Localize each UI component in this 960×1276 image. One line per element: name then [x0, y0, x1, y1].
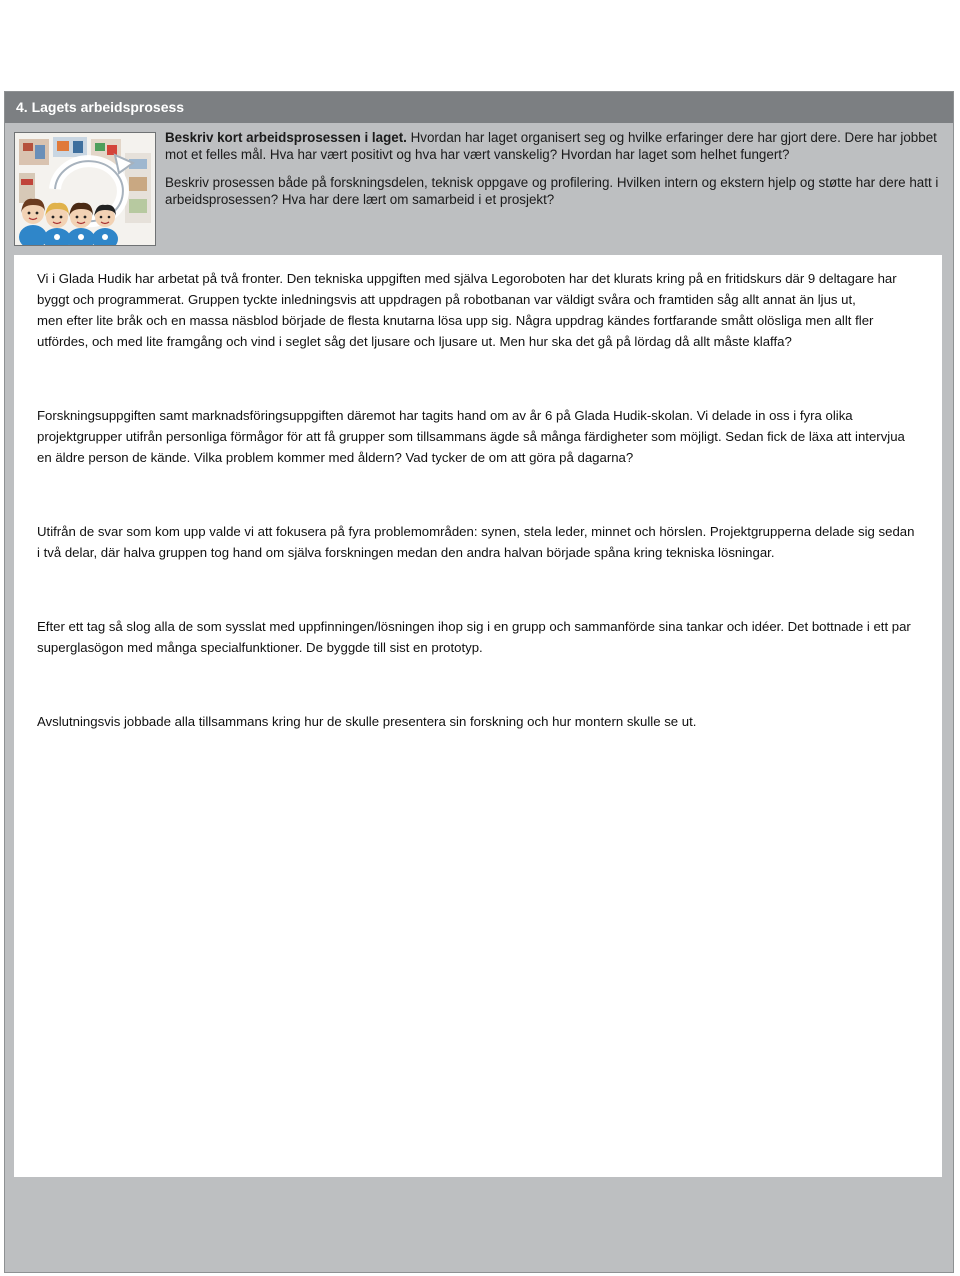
section-panel [4, 91, 954, 1273]
empty-footer-area [14, 1184, 942, 1264]
instructions-text: Hvordan har laget organisert seg og hvilke erfaringer dere har gjort dere. Dere har jobbet mot et felles mål. Hva har vært positivt og hva har vært vanskelig? Hvordan har laget som helhet fungert? [165, 130, 937, 162]
answer-paragraph: Vi i Glada Hudik har arbetat på två fronter. Den tekniska uppgiften med själva Legoroboten har det klurats kring på en fritidskurs där 9 deltagare har byggt och programmerat. Gruppen tyckte inledningsvis att uppdragen på robotbanan var väldigt svåra och framtiden såg allt annat än ljus ut, men efter lite bråk och en massa näsblod började de flesta knutarna lösa upp sig. Några uppdrag kändes fortfarande smått olösliga men allt fler utfördes, och med lite framgång och vind i seglet såg det ljusare och ljusare ut. Men hur ska det gå på lördag då allt måste klaffa? [37, 271, 897, 349]
answer-paragraph: Utifrån de svar som kom upp valde vi att fokusera på fyra problemområden: synen, stela leder, minnet och hörslen. Projektgrupperna delade sig sedan i två delar, där halva gruppen tog hand om själva forskningen medan den andra halvan började spåna kring tekniska lösningar. [37, 524, 915, 560]
answer-paragraph: Forskningsuppgiften samt marknadsföringsuppgiften däremot har tagits hand om av år 6 på Glada Hudik-skolan. Vi delade in oss i fyra olika projektgrupper utifrån personliga förmågor för att få grupper som tillsammans ägde så många färdigheter som möjligt. Sedan fick de läxa att intervjua en äldre person de kände. Vilka problem kommer med åldern? Vad tycker de om att göra på dagarna? [37, 408, 905, 465]
answer-paragraph: Efter ett tag så slog alla de som sysslat med uppfinningen/lösningen ihop sig i en grupp och sammanförde sina tankar och idéer. Det bottnade i ett par superglasögon med många specialfunktioner. De byggde till sist en prototyp. [37, 619, 911, 655]
instructions [165, 130, 945, 220]
instructions-lead: Beskriv kort arbeidsprosessen i laget. [165, 130, 407, 145]
instructions-paragraph-2: Beskriv prosessen både på forskningsdelen, teknisk oppgave og profilering. Hvilken intern og ekstern hjelp og støtte har dere hatt i arbeidsprosessen? Hva har dere lært om samarbeid i et prosjekt? [165, 175, 939, 207]
team-process-illustration-icon [14, 132, 156, 246]
section-title: 4. Lagets arbeidsprosess [5, 92, 953, 123]
answer-paragraph: Avslutningsvis jobbade alla tillsammans kring hur de skulle presentera sin forskning och hur montern skulle se ut. [37, 714, 697, 729]
answer-text-area[interactable] [14, 255, 942, 1177]
instructions-paragraph-1 [165, 130, 945, 163]
